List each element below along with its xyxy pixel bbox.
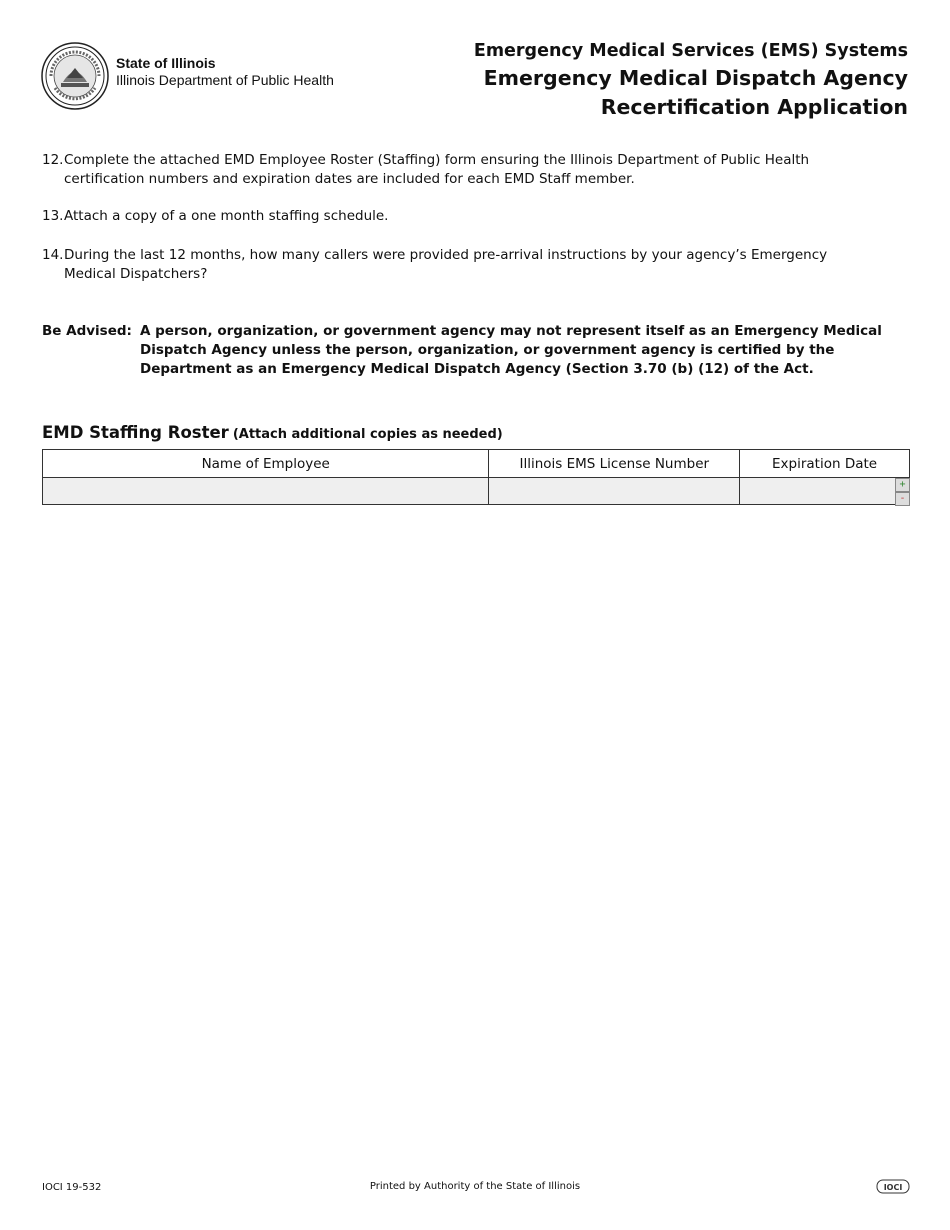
- agency-name: State of Illinois: [116, 55, 216, 71]
- item-text: Attach a copy of a one month staffing schedule.: [64, 208, 389, 224]
- agency-block: [116, 55, 334, 89]
- staffing-roster-table: [42, 449, 910, 505]
- ioci-logo-text: IOCI: [883, 1183, 903, 1192]
- title-line-3: Recertification Application: [600, 95, 908, 119]
- item-number: 13.: [42, 208, 64, 224]
- department-name: Illinois Department of Public Health: [116, 72, 334, 88]
- title-line-1: Emergency Medical Services (EMS) Systems: [473, 41, 908, 61]
- be-advised-notice: [42, 322, 910, 379]
- state-seal-logo: [41, 42, 109, 110]
- item-number: 12.: [42, 152, 64, 168]
- license-number-field[interactable]: [489, 478, 740, 505]
- advisory-text: A person, organization, or government agency may not represent itself as an Emergency Medical Dispatch Agency unless the person, organization, or government agency is certified by the Department as an Emergency Medical Dispatch Agency (Section 3.70 (b) (12) of the Act.: [140, 323, 882, 377]
- advisory-label: Be Advised:: [42, 323, 132, 339]
- employee-name-field[interactable]: [43, 478, 489, 505]
- ioci-logo: [876, 1179, 910, 1194]
- title-line-2: Emergency Medical Dispatch Agency: [483, 66, 908, 90]
- add-row-button[interactable]: +: [895, 478, 910, 492]
- instruction-item-13: [42, 207, 882, 226]
- form-title-block: [474, 38, 908, 122]
- printed-by-authority: Printed by Authority of the State of Illinois: [369, 1181, 581, 1192]
- row-controls: [895, 478, 909, 504]
- item-number: 14.: [42, 247, 64, 263]
- remove-row-button[interactable]: -: [895, 492, 910, 506]
- expiration-date-field[interactable]: [740, 478, 910, 505]
- column-header-expiration: Expiration Date: [740, 450, 910, 478]
- roster-header-row: [43, 450, 910, 478]
- item-text: Complete the attached EMD Employee Roster (Staffing) form ensuring the Illinois Department of Public Health certification numbers and expiration dates are included for each EMD Staff member.: [64, 152, 810, 187]
- column-header-name: Name of Employee: [43, 450, 489, 478]
- column-header-license: Illinois EMS License Number: [489, 450, 740, 478]
- instruction-item-12: [42, 151, 882, 189]
- roster-heading: [42, 423, 503, 442]
- item-text: During the last 12 months, how many callers were provided pre-arrival instructions by your agency’s Emergency Medical Dispatchers?: [64, 247, 828, 282]
- roster-subtitle: (Attach additional copies as needed): [232, 427, 503, 442]
- instruction-item-14: [42, 246, 882, 284]
- form-number: IOCI 19-532: [42, 1182, 102, 1193]
- table-row: [43, 478, 910, 505]
- roster-title: EMD Staffing Roster: [42, 423, 229, 442]
